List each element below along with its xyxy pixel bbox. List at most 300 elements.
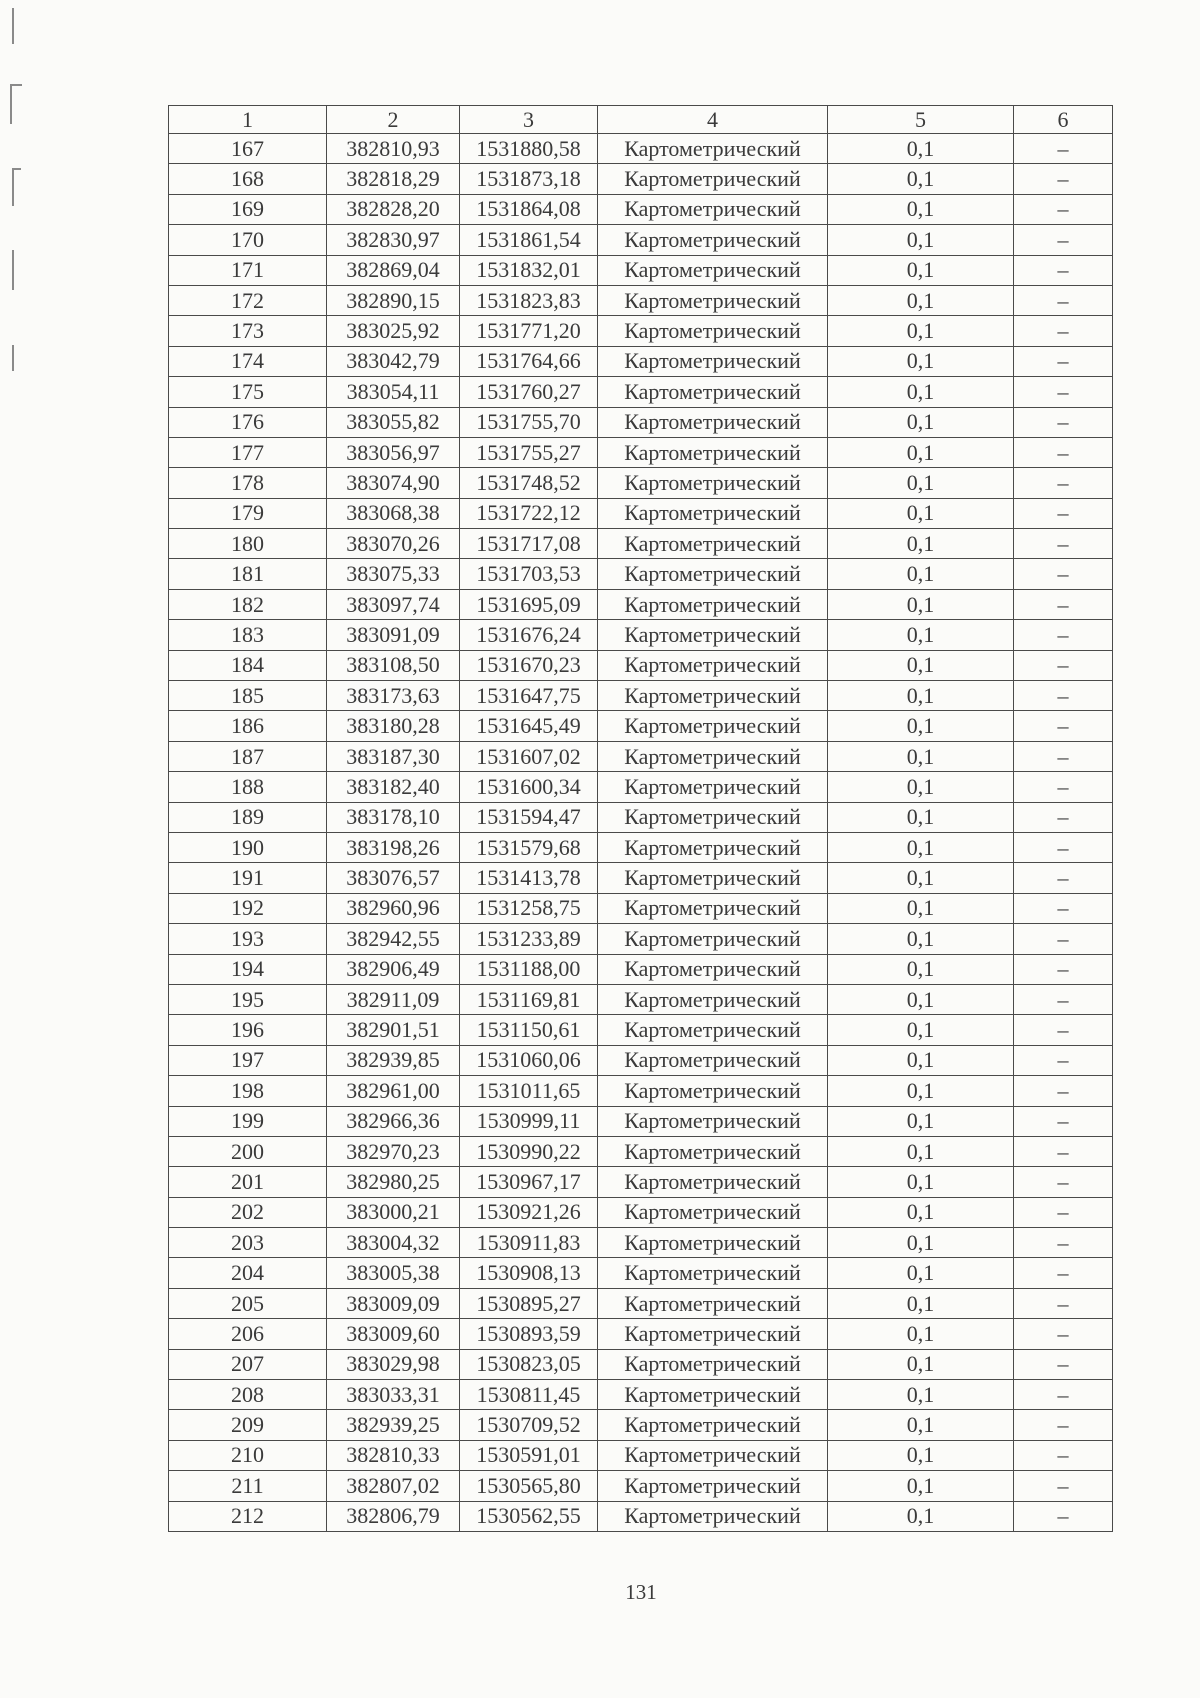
- accuracy-cell: 0,1: [828, 1076, 1014, 1106]
- x-coordinate-cell: 383187,30: [327, 741, 460, 771]
- note-cell: –: [1014, 802, 1113, 832]
- table-row: [169, 1167, 1113, 1197]
- scan-mark: [12, 250, 14, 290]
- table-row: [169, 468, 1113, 498]
- x-coordinate-cell: 383108,50: [327, 650, 460, 680]
- table-row: [169, 529, 1113, 559]
- scan-mark: [10, 84, 12, 124]
- y-coordinate-cell: 1531607,02: [460, 741, 598, 771]
- note-cell: –: [1014, 954, 1113, 984]
- y-coordinate-cell: 1531764,66: [460, 346, 598, 376]
- note-cell: –: [1014, 529, 1113, 559]
- x-coordinate-cell: 383000,21: [327, 1197, 460, 1227]
- point-number-cell: 206: [169, 1319, 327, 1349]
- note-cell: –: [1014, 194, 1113, 224]
- accuracy-cell: 0,1: [828, 772, 1014, 802]
- point-number-cell: 189: [169, 802, 327, 832]
- x-coordinate-cell: 382970,23: [327, 1136, 460, 1166]
- table-row: [169, 1501, 1113, 1531]
- x-coordinate-cell: 383075,33: [327, 559, 460, 589]
- note-cell: –: [1014, 741, 1113, 771]
- point-number-cell: 177: [169, 437, 327, 467]
- note-cell: –: [1014, 711, 1113, 741]
- x-coordinate-cell: 382960,96: [327, 893, 460, 923]
- accuracy-cell: 0,1: [828, 893, 1014, 923]
- x-coordinate-cell: 382818,29: [327, 164, 460, 194]
- x-coordinate-cell: 383182,40: [327, 772, 460, 802]
- method-cell: Картометрический: [598, 650, 828, 680]
- method-cell: Картометрический: [598, 1228, 828, 1258]
- method-cell: Картометрический: [598, 924, 828, 954]
- accuracy-cell: 0,1: [828, 559, 1014, 589]
- note-cell: –: [1014, 1167, 1113, 1197]
- table-row: [169, 863, 1113, 893]
- accuracy-cell: 0,1: [828, 984, 1014, 1014]
- accuracy-cell: 0,1: [828, 1288, 1014, 1318]
- y-coordinate-cell: 1531060,06: [460, 1045, 598, 1075]
- x-coordinate-cell: 383025,92: [327, 316, 460, 346]
- table-row: [169, 1349, 1113, 1379]
- y-coordinate-cell: 1531645,49: [460, 711, 598, 741]
- method-cell: Картометрический: [598, 225, 828, 255]
- y-coordinate-cell: 1531864,08: [460, 194, 598, 224]
- note-cell: –: [1014, 832, 1113, 862]
- method-cell: Картометрический: [598, 1258, 828, 1288]
- accuracy-cell: 0,1: [828, 1136, 1014, 1166]
- note-cell: –: [1014, 1258, 1113, 1288]
- y-coordinate-cell: 1531233,89: [460, 924, 598, 954]
- note-cell: –: [1014, 1319, 1113, 1349]
- y-coordinate-cell: 1530893,59: [460, 1319, 598, 1349]
- point-number-cell: 192: [169, 893, 327, 923]
- method-cell: Картометрический: [598, 1076, 828, 1106]
- table-row: [169, 194, 1113, 224]
- note-cell: –: [1014, 437, 1113, 467]
- point-number-cell: 181: [169, 559, 327, 589]
- y-coordinate-cell: 1531695,09: [460, 589, 598, 619]
- accuracy-cell: 0,1: [828, 225, 1014, 255]
- column-header: 3: [460, 106, 598, 134]
- table-row: [169, 893, 1113, 923]
- point-number-cell: 209: [169, 1410, 327, 1440]
- method-cell: Картометрический: [598, 772, 828, 802]
- x-coordinate-cell: 383009,09: [327, 1288, 460, 1318]
- point-number-cell: 194: [169, 954, 327, 984]
- table-row: [169, 741, 1113, 771]
- x-coordinate-cell: 382906,49: [327, 954, 460, 984]
- y-coordinate-cell: 1531188,00: [460, 954, 598, 984]
- table-row: [169, 802, 1113, 832]
- method-cell: Картометрический: [598, 559, 828, 589]
- x-coordinate-cell: 382830,97: [327, 225, 460, 255]
- table-row: [169, 1076, 1113, 1106]
- note-cell: –: [1014, 285, 1113, 315]
- x-coordinate-cell: 383180,28: [327, 711, 460, 741]
- x-coordinate-cell: 382901,51: [327, 1015, 460, 1045]
- accuracy-cell: 0,1: [828, 1440, 1014, 1470]
- point-number-cell: 173: [169, 316, 327, 346]
- table-row: [169, 559, 1113, 589]
- point-number-cell: 175: [169, 377, 327, 407]
- method-cell: Картометрический: [598, 832, 828, 862]
- note-cell: –: [1014, 1380, 1113, 1410]
- y-coordinate-cell: 1530895,27: [460, 1288, 598, 1318]
- accuracy-cell: 0,1: [828, 1410, 1014, 1440]
- x-coordinate-cell: 382961,00: [327, 1076, 460, 1106]
- x-coordinate-cell: 383009,60: [327, 1319, 460, 1349]
- table-row: [169, 924, 1113, 954]
- y-coordinate-cell: 1531011,65: [460, 1076, 598, 1106]
- accuracy-cell: 0,1: [828, 194, 1014, 224]
- method-cell: Картометрический: [598, 1045, 828, 1075]
- accuracy-cell: 0,1: [828, 1380, 1014, 1410]
- x-coordinate-cell: 382828,20: [327, 194, 460, 224]
- point-number-cell: 197: [169, 1045, 327, 1075]
- method-cell: Картометрический: [598, 407, 828, 437]
- scan-mark: [12, 168, 14, 206]
- x-coordinate-cell: 383029,98: [327, 1349, 460, 1379]
- point-number-cell: 170: [169, 225, 327, 255]
- accuracy-cell: 0,1: [828, 164, 1014, 194]
- x-coordinate-cell: 383097,74: [327, 589, 460, 619]
- y-coordinate-cell: 1531771,20: [460, 316, 598, 346]
- point-number-cell: 183: [169, 620, 327, 650]
- note-cell: –: [1014, 164, 1113, 194]
- note-cell: –: [1014, 559, 1113, 589]
- table-row: [169, 1288, 1113, 1318]
- y-coordinate-cell: 1530591,01: [460, 1440, 598, 1470]
- accuracy-cell: 0,1: [828, 1106, 1014, 1136]
- note-cell: –: [1014, 407, 1113, 437]
- table-body: [169, 134, 1113, 1532]
- accuracy-cell: 0,1: [828, 1349, 1014, 1379]
- note-cell: –: [1014, 225, 1113, 255]
- method-cell: Картометрический: [598, 893, 828, 923]
- note-cell: –: [1014, 1228, 1113, 1258]
- point-number-cell: 171: [169, 255, 327, 285]
- method-cell: Картометрический: [598, 711, 828, 741]
- x-coordinate-cell: 383178,10: [327, 802, 460, 832]
- accuracy-cell: 0,1: [828, 741, 1014, 771]
- note-cell: –: [1014, 1440, 1113, 1470]
- x-coordinate-cell: 383033,31: [327, 1380, 460, 1410]
- method-cell: Картометрический: [598, 134, 828, 164]
- x-coordinate-cell: 383070,26: [327, 529, 460, 559]
- method-cell: Картометрический: [598, 802, 828, 832]
- point-number-cell: 207: [169, 1349, 327, 1379]
- point-number-cell: 204: [169, 1258, 327, 1288]
- method-cell: Картометрический: [598, 589, 828, 619]
- point-number-cell: 203: [169, 1228, 327, 1258]
- note-cell: –: [1014, 255, 1113, 285]
- y-coordinate-cell: 1530709,52: [460, 1410, 598, 1440]
- point-number-cell: 180: [169, 529, 327, 559]
- method-cell: Картометрический: [598, 1471, 828, 1501]
- accuracy-cell: 0,1: [828, 316, 1014, 346]
- y-coordinate-cell: 1531823,83: [460, 285, 598, 315]
- point-number-cell: 205: [169, 1288, 327, 1318]
- x-coordinate-cell: 382810,33: [327, 1440, 460, 1470]
- method-cell: Картометрический: [598, 437, 828, 467]
- y-coordinate-cell: 1531413,78: [460, 863, 598, 893]
- accuracy-cell: 0,1: [828, 255, 1014, 285]
- y-coordinate-cell: 1531755,27: [460, 437, 598, 467]
- accuracy-cell: 0,1: [828, 832, 1014, 862]
- note-cell: –: [1014, 863, 1113, 893]
- accuracy-cell: 0,1: [828, 620, 1014, 650]
- x-coordinate-cell: 382807,02: [327, 1471, 460, 1501]
- table-row: [169, 711, 1113, 741]
- table-row: [169, 498, 1113, 528]
- note-cell: –: [1014, 1045, 1113, 1075]
- table-row: [169, 832, 1113, 862]
- y-coordinate-cell: 1530565,80: [460, 1471, 598, 1501]
- method-cell: Картометрический: [598, 741, 828, 771]
- table-row: [169, 1319, 1113, 1349]
- x-coordinate-cell: 383068,38: [327, 498, 460, 528]
- x-coordinate-cell: 383056,97: [327, 437, 460, 467]
- column-header: 2: [327, 106, 460, 134]
- accuracy-cell: 0,1: [828, 1015, 1014, 1045]
- y-coordinate-cell: 1530999,11: [460, 1106, 598, 1136]
- note-cell: –: [1014, 650, 1113, 680]
- note-cell: –: [1014, 1410, 1113, 1440]
- point-number-cell: 188: [169, 772, 327, 802]
- note-cell: –: [1014, 1015, 1113, 1045]
- y-coordinate-cell: 1530921,26: [460, 1197, 598, 1227]
- note-cell: –: [1014, 1076, 1113, 1106]
- point-number-cell: 208: [169, 1380, 327, 1410]
- point-number-cell: 190: [169, 832, 327, 862]
- table-row: [169, 954, 1113, 984]
- note-cell: –: [1014, 620, 1113, 650]
- accuracy-cell: 0,1: [828, 863, 1014, 893]
- scan-mark: [12, 345, 14, 371]
- accuracy-cell: 0,1: [828, 1319, 1014, 1349]
- table-row: [169, 346, 1113, 376]
- point-number-cell: 202: [169, 1197, 327, 1227]
- y-coordinate-cell: 1531760,27: [460, 377, 598, 407]
- x-coordinate-cell: 383055,82: [327, 407, 460, 437]
- y-coordinate-cell: 1531748,52: [460, 468, 598, 498]
- method-cell: Картометрический: [598, 1410, 828, 1440]
- x-coordinate-cell: 383005,38: [327, 1258, 460, 1288]
- y-coordinate-cell: 1530990,22: [460, 1136, 598, 1166]
- y-coordinate-cell: 1531717,08: [460, 529, 598, 559]
- accuracy-cell: 0,1: [828, 346, 1014, 376]
- note-cell: –: [1014, 681, 1113, 711]
- x-coordinate-cell: 383004,32: [327, 1228, 460, 1258]
- y-coordinate-cell: 1531873,18: [460, 164, 598, 194]
- method-cell: Картометрический: [598, 984, 828, 1014]
- point-number-cell: 176: [169, 407, 327, 437]
- method-cell: Картометрический: [598, 498, 828, 528]
- note-cell: –: [1014, 134, 1113, 164]
- table-row: [169, 1258, 1113, 1288]
- table-row: [169, 1410, 1113, 1440]
- x-coordinate-cell: 383198,26: [327, 832, 460, 862]
- point-number-cell: 167: [169, 134, 327, 164]
- point-number-cell: 168: [169, 164, 327, 194]
- method-cell: Картометрический: [598, 620, 828, 650]
- scan-mark: [12, 8, 14, 44]
- x-coordinate-cell: 382869,04: [327, 255, 460, 285]
- table-row: [169, 225, 1113, 255]
- table-row: [169, 650, 1113, 680]
- method-cell: Картометрический: [598, 1501, 828, 1531]
- method-cell: Картометрический: [598, 1167, 828, 1197]
- note-cell: –: [1014, 377, 1113, 407]
- note-cell: –: [1014, 316, 1113, 346]
- column-header: 5: [828, 106, 1014, 134]
- point-number-cell: 191: [169, 863, 327, 893]
- method-cell: Картометрический: [598, 1015, 828, 1045]
- y-coordinate-cell: 1530911,83: [460, 1228, 598, 1258]
- x-coordinate-cell: 382939,85: [327, 1045, 460, 1075]
- note-cell: –: [1014, 1106, 1113, 1136]
- note-cell: –: [1014, 589, 1113, 619]
- table-row: [169, 1197, 1113, 1227]
- method-cell: Картометрический: [598, 1380, 828, 1410]
- accuracy-cell: 0,1: [828, 924, 1014, 954]
- method-cell: Картометрический: [598, 285, 828, 315]
- accuracy-cell: 0,1: [828, 650, 1014, 680]
- coordinates-table: [168, 105, 1113, 1532]
- table-row: [169, 1106, 1113, 1136]
- x-coordinate-cell: 382911,09: [327, 984, 460, 1014]
- point-number-cell: 195: [169, 984, 327, 1014]
- accuracy-cell: 0,1: [828, 1045, 1014, 1075]
- point-number-cell: 211: [169, 1471, 327, 1501]
- note-cell: –: [1014, 498, 1113, 528]
- method-cell: Картометрический: [598, 1197, 828, 1227]
- table-header: [169, 106, 1113, 134]
- accuracy-cell: 0,1: [828, 1501, 1014, 1531]
- table-row: [169, 1045, 1113, 1075]
- table-row: [169, 377, 1113, 407]
- accuracy-cell: 0,1: [828, 711, 1014, 741]
- note-cell: –: [1014, 1501, 1113, 1531]
- note-cell: –: [1014, 468, 1113, 498]
- accuracy-cell: 0,1: [828, 954, 1014, 984]
- note-cell: –: [1014, 346, 1113, 376]
- y-coordinate-cell: 1530967,17: [460, 1167, 598, 1197]
- y-coordinate-cell: 1531169,81: [460, 984, 598, 1014]
- point-number-cell: 178: [169, 468, 327, 498]
- note-cell: –: [1014, 893, 1113, 923]
- table-row: [169, 134, 1113, 164]
- point-number-cell: 179: [169, 498, 327, 528]
- accuracy-cell: 0,1: [828, 134, 1014, 164]
- accuracy-cell: 0,1: [828, 1197, 1014, 1227]
- table-row: [169, 1380, 1113, 1410]
- method-cell: Картометрический: [598, 255, 828, 285]
- note-cell: –: [1014, 772, 1113, 802]
- y-coordinate-cell: 1531832,01: [460, 255, 598, 285]
- point-number-cell: 184: [169, 650, 327, 680]
- point-number-cell: 186: [169, 711, 327, 741]
- y-coordinate-cell: 1531258,75: [460, 893, 598, 923]
- point-number-cell: 182: [169, 589, 327, 619]
- y-coordinate-cell: 1531670,23: [460, 650, 598, 680]
- accuracy-cell: 0,1: [828, 1258, 1014, 1288]
- scan-mark: [10, 84, 22, 86]
- y-coordinate-cell: 1530562,55: [460, 1501, 598, 1531]
- y-coordinate-cell: 1531150,61: [460, 1015, 598, 1045]
- table-row: [169, 437, 1113, 467]
- y-coordinate-cell: 1531880,58: [460, 134, 598, 164]
- table-row: [169, 316, 1113, 346]
- x-coordinate-cell: 382806,79: [327, 1501, 460, 1531]
- accuracy-cell: 0,1: [828, 468, 1014, 498]
- table-row: [169, 1136, 1113, 1166]
- point-number-cell: 187: [169, 741, 327, 771]
- x-coordinate-cell: 382980,25: [327, 1167, 460, 1197]
- accuracy-cell: 0,1: [828, 681, 1014, 711]
- point-number-cell: 200: [169, 1136, 327, 1166]
- method-cell: Картометрический: [598, 346, 828, 376]
- x-coordinate-cell: 382966,36: [327, 1106, 460, 1136]
- method-cell: Картометрический: [598, 863, 828, 893]
- method-cell: Картометрический: [598, 377, 828, 407]
- point-number-cell: 198: [169, 1076, 327, 1106]
- table-row: [169, 681, 1113, 711]
- y-coordinate-cell: 1531861,54: [460, 225, 598, 255]
- x-coordinate-cell: 382890,15: [327, 285, 460, 315]
- x-coordinate-cell: 383091,09: [327, 620, 460, 650]
- y-coordinate-cell: 1531755,70: [460, 407, 598, 437]
- table-row: [169, 984, 1113, 1014]
- point-number-cell: 201: [169, 1167, 327, 1197]
- table-row: [169, 285, 1113, 315]
- accuracy-cell: 0,1: [828, 437, 1014, 467]
- accuracy-cell: 0,1: [828, 1167, 1014, 1197]
- note-cell: –: [1014, 1136, 1113, 1166]
- y-coordinate-cell: 1531722,12: [460, 498, 598, 528]
- point-number-cell: 212: [169, 1501, 327, 1531]
- method-cell: Картометрический: [598, 194, 828, 224]
- y-coordinate-cell: 1531579,68: [460, 832, 598, 862]
- method-cell: Картометрический: [598, 1440, 828, 1470]
- table-row: [169, 164, 1113, 194]
- point-number-cell: 174: [169, 346, 327, 376]
- method-cell: Картометрический: [598, 1349, 828, 1379]
- accuracy-cell: 0,1: [828, 498, 1014, 528]
- table-row: [169, 1471, 1113, 1501]
- x-coordinate-cell: 382939,25: [327, 1410, 460, 1440]
- y-coordinate-cell: 1530908,13: [460, 1258, 598, 1288]
- x-coordinate-cell: 383076,57: [327, 863, 460, 893]
- y-coordinate-cell: 1531594,47: [460, 802, 598, 832]
- table-row: [169, 1015, 1113, 1045]
- accuracy-cell: 0,1: [828, 529, 1014, 559]
- y-coordinate-cell: 1531600,34: [460, 772, 598, 802]
- accuracy-cell: 0,1: [828, 1228, 1014, 1258]
- method-cell: Картометрический: [598, 164, 828, 194]
- point-number-cell: 210: [169, 1440, 327, 1470]
- x-coordinate-cell: 383054,11: [327, 377, 460, 407]
- y-coordinate-cell: 1530811,45: [460, 1380, 598, 1410]
- point-number-cell: 172: [169, 285, 327, 315]
- method-cell: Картометрический: [598, 1288, 828, 1318]
- note-cell: –: [1014, 984, 1113, 1014]
- note-cell: –: [1014, 1197, 1113, 1227]
- column-header: 4: [598, 106, 828, 134]
- y-coordinate-cell: 1531647,75: [460, 681, 598, 711]
- table-row: [169, 772, 1113, 802]
- method-cell: Картометрический: [598, 468, 828, 498]
- method-cell: Картометрический: [598, 954, 828, 984]
